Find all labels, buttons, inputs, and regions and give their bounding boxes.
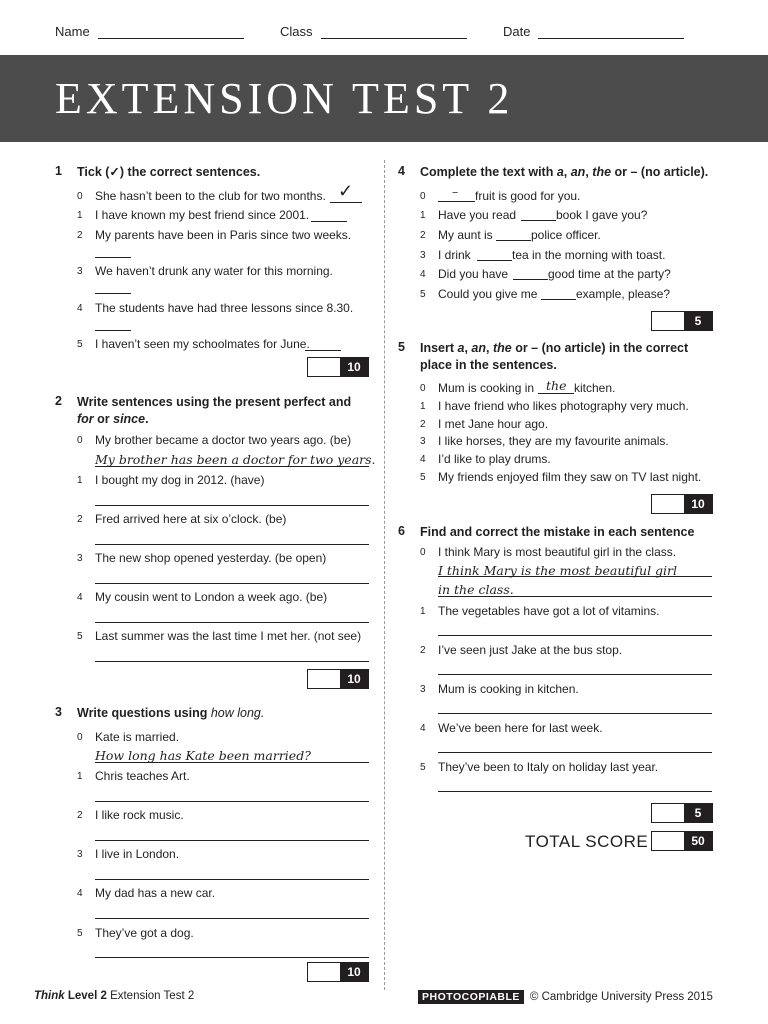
answer-line[interactable] <box>496 240 531 241</box>
q5-item-1: I have friend who likes photography very much. <box>438 399 689 413</box>
q3-title <box>77 705 264 722</box>
q4-title: Complete the text with a, an, the or – (no article). <box>420 165 709 179</box>
answer-line[interactable] <box>95 918 369 919</box>
score-max: 5 <box>684 804 712 822</box>
q1-item-1: I have known my best friend since 2001. <box>95 208 310 222</box>
q6-item-2: I’ve seen just Jake at the bus stop. <box>438 643 623 657</box>
item-number: 0 <box>420 191 426 202</box>
q4-item-3-post: tea in the morning with toast. <box>512 248 666 262</box>
q4-item-4-pre: Did you have <box>438 267 509 281</box>
q2-item-3: The new shop opened yesterday. (be open) <box>95 551 327 565</box>
q6-example-answer-line1: I think Mary is the most beautiful girl <box>438 563 678 578</box>
item-number: 4 <box>420 269 426 280</box>
footer-book: Think <box>34 990 65 1002</box>
q4-item-0: fruit is good for you. <box>475 189 581 203</box>
class-field <box>280 24 467 39</box>
q4-title-a: a <box>556 165 564 179</box>
date-label: Date <box>503 24 531 39</box>
q3-title-how-long: how long. <box>210 706 265 720</box>
answer-line[interactable] <box>477 260 512 261</box>
item-number: 5 <box>77 928 83 939</box>
q5-example-answer: the <box>546 378 567 393</box>
item-number: 5 <box>420 472 426 483</box>
answer-line <box>95 762 369 763</box>
q3-title-text: Write questions using <box>77 706 211 720</box>
answer-line[interactable] <box>311 221 347 222</box>
answer-line[interactable] <box>438 713 712 714</box>
q5-title-an: an <box>471 341 487 355</box>
q2-title-for: for <box>77 411 94 426</box>
q6-number: 6 <box>398 524 405 538</box>
q5-title-text-b: or – (no article) in the correct <box>511 341 689 355</box>
q1-item-0: She hasn’t been to the club for two months. <box>95 189 326 203</box>
answer-line[interactable] <box>305 350 341 351</box>
q5-title-text: Insert <box>420 341 458 355</box>
q3-number: 3 <box>55 705 62 719</box>
q1-item-3: We haven’t drunk any water for this morning. <box>95 264 333 278</box>
answer-line[interactable] <box>438 635 712 636</box>
q4-item-4-post: good time at the party? <box>548 267 671 281</box>
score-input[interactable] <box>652 804 684 822</box>
answer-line <box>438 596 712 597</box>
q5-item-2: I met Jane hour ago. <box>438 417 549 431</box>
answer-line[interactable] <box>95 544 369 545</box>
score-input[interactable] <box>652 832 684 850</box>
q4-item-5-post: example, please? <box>576 287 671 301</box>
answer-line[interactable] <box>95 801 369 802</box>
item-number: 5 <box>420 762 426 773</box>
item-number: 1 <box>77 771 83 782</box>
column-divider <box>384 160 385 990</box>
answer-line[interactable] <box>330 202 362 203</box>
q6-score-box <box>651 803 713 823</box>
score-max: 10 <box>340 670 368 688</box>
answer-line[interactable] <box>438 674 712 675</box>
item-number: 3 <box>77 266 83 277</box>
score-max: 10 <box>340 358 368 376</box>
q5-number: 5 <box>398 340 405 354</box>
answer-line[interactable] <box>95 879 369 880</box>
q1-title: Tick (✓) the correct sentences. <box>77 165 261 179</box>
q4-number: 4 <box>398 164 405 178</box>
answer-line[interactable] <box>95 622 369 623</box>
score-input[interactable] <box>308 670 340 688</box>
answer-line <box>438 201 475 202</box>
q2-title-line1: Write sentences using the present perfect and <box>77 395 352 409</box>
answer-line[interactable] <box>95 330 131 331</box>
name-field <box>55 24 244 39</box>
q2-title <box>77 394 351 428</box>
score-input[interactable] <box>652 495 684 513</box>
copyright: © Cambridge University Press 2015 <box>529 991 713 1003</box>
footer-right <box>418 990 713 1004</box>
answer-line[interactable] <box>541 299 576 300</box>
answer-line[interactable] <box>95 257 131 258</box>
score-input[interactable] <box>652 312 684 330</box>
item-number: 3 <box>420 684 426 695</box>
q5-score-box <box>651 494 713 514</box>
q6-item-4: We’ve been here for last week. <box>438 721 603 735</box>
score-input[interactable] <box>308 358 340 376</box>
item-number: 1 <box>420 401 426 412</box>
q2-example-answer: My brother has been a doctor for two years. <box>95 452 376 467</box>
item-number: 2 <box>420 419 426 430</box>
q1-item-4: The students have had three lessons since 8.30. <box>95 301 354 315</box>
name-line[interactable] <box>98 25 244 39</box>
q1-number: 1 <box>55 164 62 178</box>
q5-title: Insert a, an, the or – (no article) in the correct place in the sentences. <box>420 341 689 372</box>
q4-title-an: an <box>570 165 586 179</box>
title-banner <box>0 55 768 142</box>
date-line[interactable] <box>538 25 684 39</box>
q3-item-4: My dad has a new car. <box>95 886 216 900</box>
q1-item-5: I haven’t seen my schoolmates for June. <box>95 337 310 351</box>
footer-left <box>34 990 194 1002</box>
q2-number: 2 <box>55 394 62 408</box>
total-score-box <box>651 831 713 851</box>
answer-line[interactable] <box>95 505 369 506</box>
item-number: 5 <box>77 339 83 350</box>
q4-example-answer: – <box>452 184 459 199</box>
score-max: 10 <box>340 963 368 981</box>
item-number: 4 <box>420 723 426 734</box>
q2-item-4: My cousin went to London a week ago. (be) <box>95 590 328 604</box>
answer-line[interactable] <box>438 752 712 753</box>
answer-line <box>95 466 369 467</box>
item-number: 0 <box>77 191 83 202</box>
q5-item-4: I’d like to play drums. <box>438 452 551 466</box>
photocopiable-badge: PHOTOCOPIABLE <box>418 990 524 1004</box>
q2-item-1: I bought my dog in 2012. (have) <box>95 473 265 487</box>
q4-title-end: or – (no article). <box>611 165 709 179</box>
q2-title-end: . <box>145 411 149 426</box>
q6-item-3: Mum is cooking in kitchen. <box>438 682 579 696</box>
q6-example-answer-line2: in the class. <box>438 582 514 597</box>
score-max: 10 <box>684 495 712 513</box>
item-number: 3 <box>77 849 83 860</box>
q4-item-1-post: book I gave you? <box>556 208 648 222</box>
item-number: 2 <box>420 230 426 241</box>
page-title: EXTENSION TEST 2 <box>55 74 514 123</box>
item-number: 4 <box>420 454 426 465</box>
answer-line[interactable] <box>521 220 556 221</box>
item-number: 1 <box>420 210 426 221</box>
q4-item-1-pre: Have you read <box>438 208 517 222</box>
q5-item-0-post: kitchen. <box>574 381 616 395</box>
q2-item-0: My brother became a doctor two years ago. (be) <box>95 433 352 447</box>
q3-item-3: I live in London. <box>95 847 180 861</box>
q3-example-answer: How long has Kate been married? <box>95 748 311 763</box>
q6-item-0: I think Mary is most beautiful girl in the class. <box>438 545 677 559</box>
item-number: 0 <box>77 435 83 446</box>
item-number: 3 <box>420 250 426 261</box>
answer-line <box>538 393 574 394</box>
q3-item-0: Kate is married. <box>95 730 180 744</box>
item-number: 0 <box>420 383 426 394</box>
item-number: 1 <box>77 210 83 221</box>
name-label: Name <box>55 24 90 39</box>
q6-item-1: The vegetables have got a lot of vitamins. <box>438 604 660 618</box>
q2-title-or: or <box>93 411 114 426</box>
footer-test: Extension Test 2 <box>106 990 195 1002</box>
q5-item-3: I like horses, they are my favourite animals. <box>438 434 669 448</box>
score-max: 50 <box>684 832 712 850</box>
item-number: 5 <box>420 289 426 300</box>
q3-item-5: They’ve got a dog. <box>95 926 194 940</box>
q3-score-box <box>307 962 369 982</box>
q1-score-box <box>307 357 369 377</box>
q4-title-text: Complete the text with <box>420 165 557 179</box>
item-number: 0 <box>420 547 426 558</box>
item-number: 0 <box>77 732 83 743</box>
item-number: 4 <box>77 303 83 314</box>
answer-line[interactable] <box>95 957 369 958</box>
answer-line[interactable] <box>95 661 369 662</box>
item-number: 4 <box>77 888 83 899</box>
q4-score-box <box>651 311 713 331</box>
answer-line[interactable] <box>95 293 131 294</box>
q5-item-5: My friends enjoyed film they saw on TV last night. <box>438 470 702 484</box>
item-number: 1 <box>420 606 426 617</box>
q4-item-2-post: police officer. <box>531 228 601 242</box>
item-number: 2 <box>77 810 83 821</box>
total-score-label: TOTAL SCORE <box>525 832 649 851</box>
answer-line[interactable] <box>95 840 369 841</box>
q3-item-1: Chris teaches Art. <box>95 769 190 783</box>
item-number: 2 <box>77 230 83 241</box>
q4-item-5-pre: Could you give me <box>438 287 538 301</box>
item-number: 2 <box>420 645 426 656</box>
q6-title: Find and correct the mistake in each sentence <box>420 525 695 539</box>
item-number: 4 <box>77 592 83 603</box>
class-label: Class <box>280 24 313 39</box>
q6-item-5: They’ve been to Italy on holiday last year. <box>438 760 659 774</box>
q5-item-0: Mum is cooking in <box>438 381 535 395</box>
item-number: 3 <box>77 553 83 564</box>
score-max: 5 <box>684 312 712 330</box>
item-number: 1 <box>77 475 83 486</box>
item-number: 5 <box>77 631 83 642</box>
score-input[interactable] <box>308 963 340 981</box>
class-line[interactable] <box>321 25 467 39</box>
q3-item-2: I like rock music. <box>95 808 184 822</box>
item-number: 2 <box>77 514 83 525</box>
answer-line <box>438 576 712 577</box>
q2-score-box <box>307 669 369 689</box>
answer-line[interactable] <box>95 583 369 584</box>
check-mark-icon: ✓ <box>338 181 354 202</box>
q4-item-2-pre: My aunt is <box>438 228 493 242</box>
q4-title-the: the <box>592 165 612 179</box>
q5-title-a: a <box>457 341 465 355</box>
answer-line[interactable] <box>513 279 548 280</box>
q1-item-2: My parents have been in Paris since two weeks. <box>95 228 352 242</box>
item-number: 3 <box>420 436 426 447</box>
q2-title-since: since <box>113 411 146 426</box>
q5-title-text-c: place in the sentences. <box>420 357 557 372</box>
q2-item-2: Fred arrived here at six o’clock. (be) <box>95 512 287 526</box>
q5-title-the: the <box>492 341 512 355</box>
footer-level: Level 2 <box>64 990 107 1002</box>
answer-line[interactable] <box>438 791 712 792</box>
q4-item-3-pre: I drink <box>438 248 471 262</box>
q2-item-5: Last summer was the last time I met her. (not see) <box>95 629 362 643</box>
date-field <box>503 24 684 39</box>
